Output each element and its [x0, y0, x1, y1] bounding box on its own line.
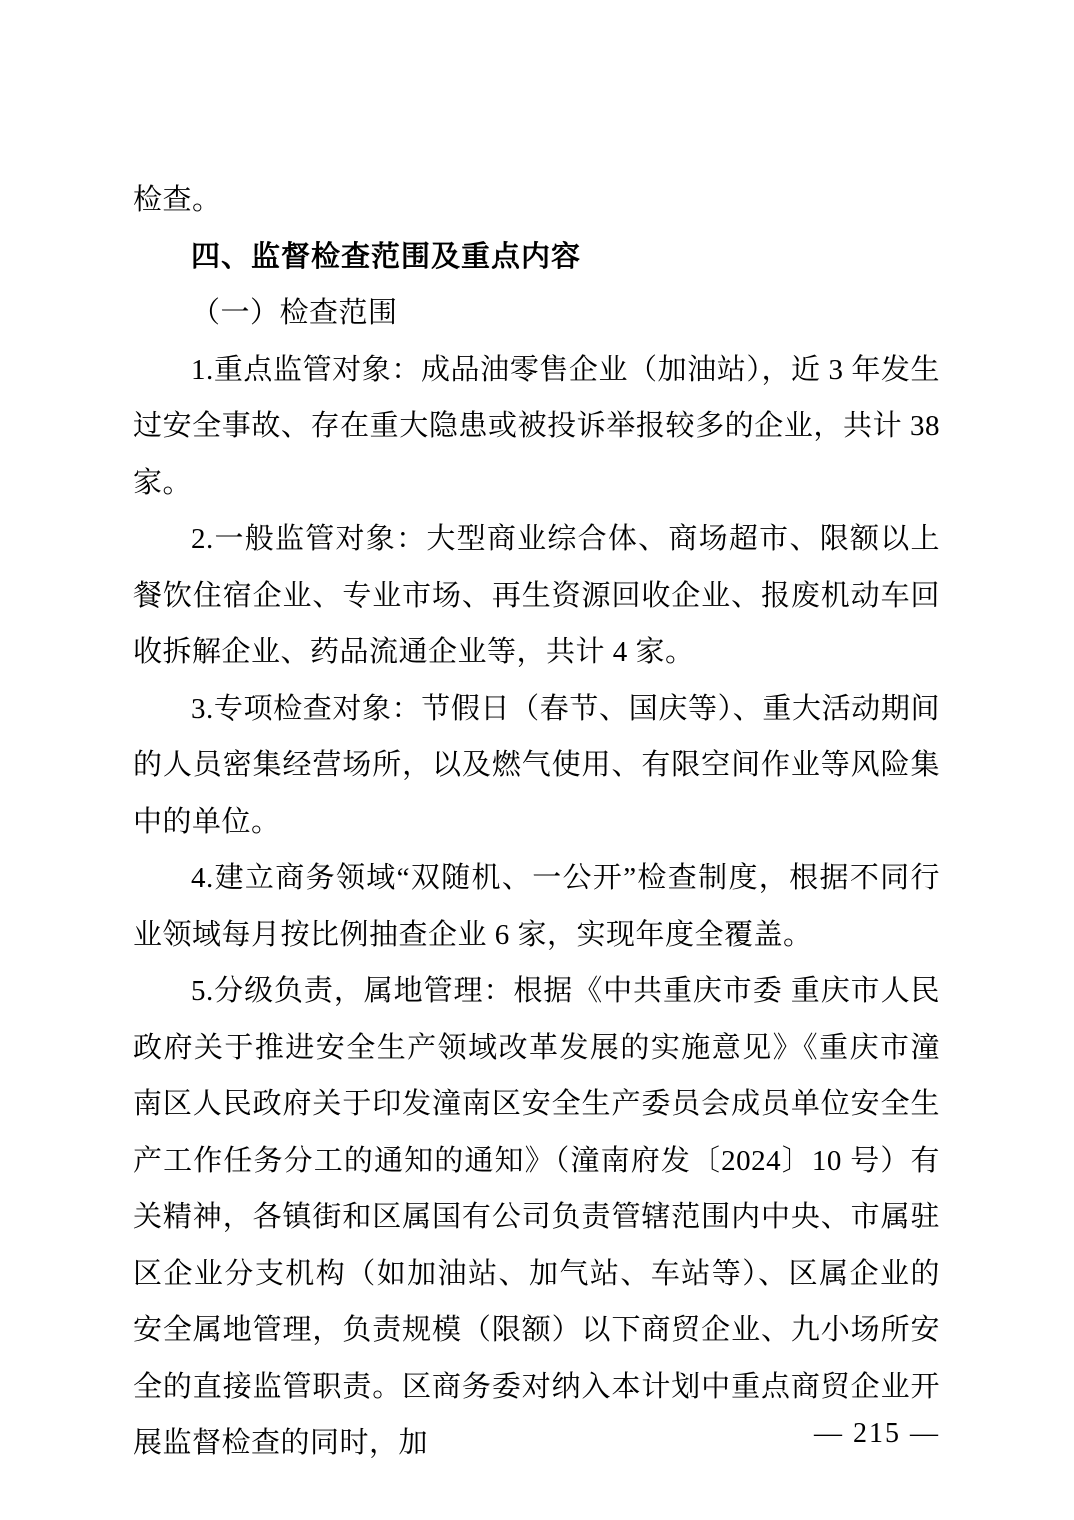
- subsection-heading: （一）检查范围: [191, 297, 398, 329]
- paragraph-item-5: 5.分级负责，属地管理：根据《中共重庆市委 重庆市人民政府关于推进安全生产领域改革发展的实施意见》《重庆市潼南区人民政府关于印发潼南区安全生产委员会成员单位安全生产工作任务分工的通知的通知》（潼南府发〔2024〕10 号）有关精神，各镇街和区属国有公司负责管辖范围内中央、市属驻区企业分支机构（如加油站、加气站、车站等）、区属企业的安全属地管理，负责规模（限额）以下商贸企业、九小场所安全的直接监管职责。区商务委对纳入本计划中重点商贸企业开展监督检查的同时，加: [133, 975, 940, 1459]
- page-number: — 215 —: [814, 1418, 940, 1449]
- paragraph-item-1: 1.重点监管对象：成品油零售企业（加油站），近 3 年发生过安全事故、存在重大隐患或被投诉举报较多的企业，共计 38 家。: [133, 353, 940, 499]
- section-heading: 四、监督检查范围及重点内容: [191, 240, 582, 273]
- paragraph-item-2: 2.一般监管对象：大型商业综合体、商场超市、限额以上餐饮住宿企业、专业市场、再生资源回收企业、报废机动车回收拆解企业、药品流通企业等，共计 4 家。: [133, 523, 940, 668]
- paragraph-item-4: 4.建立商务领域“双随机、一公开”检查制度，根据不同行业领域每月按比例抽查企业 6 家，实现年度全覆盖。: [133, 862, 940, 951]
- paragraph-continuation: 检查。: [133, 184, 222, 216]
- document-body: [133, 172, 940, 1472]
- paragraph-item-3: 3.专项检查对象：节假日（春节、国庆等）、重大活动期间的人员密集经营场所，以及燃气使用、有限空间作业等风险集中的单位。: [133, 692, 940, 838]
